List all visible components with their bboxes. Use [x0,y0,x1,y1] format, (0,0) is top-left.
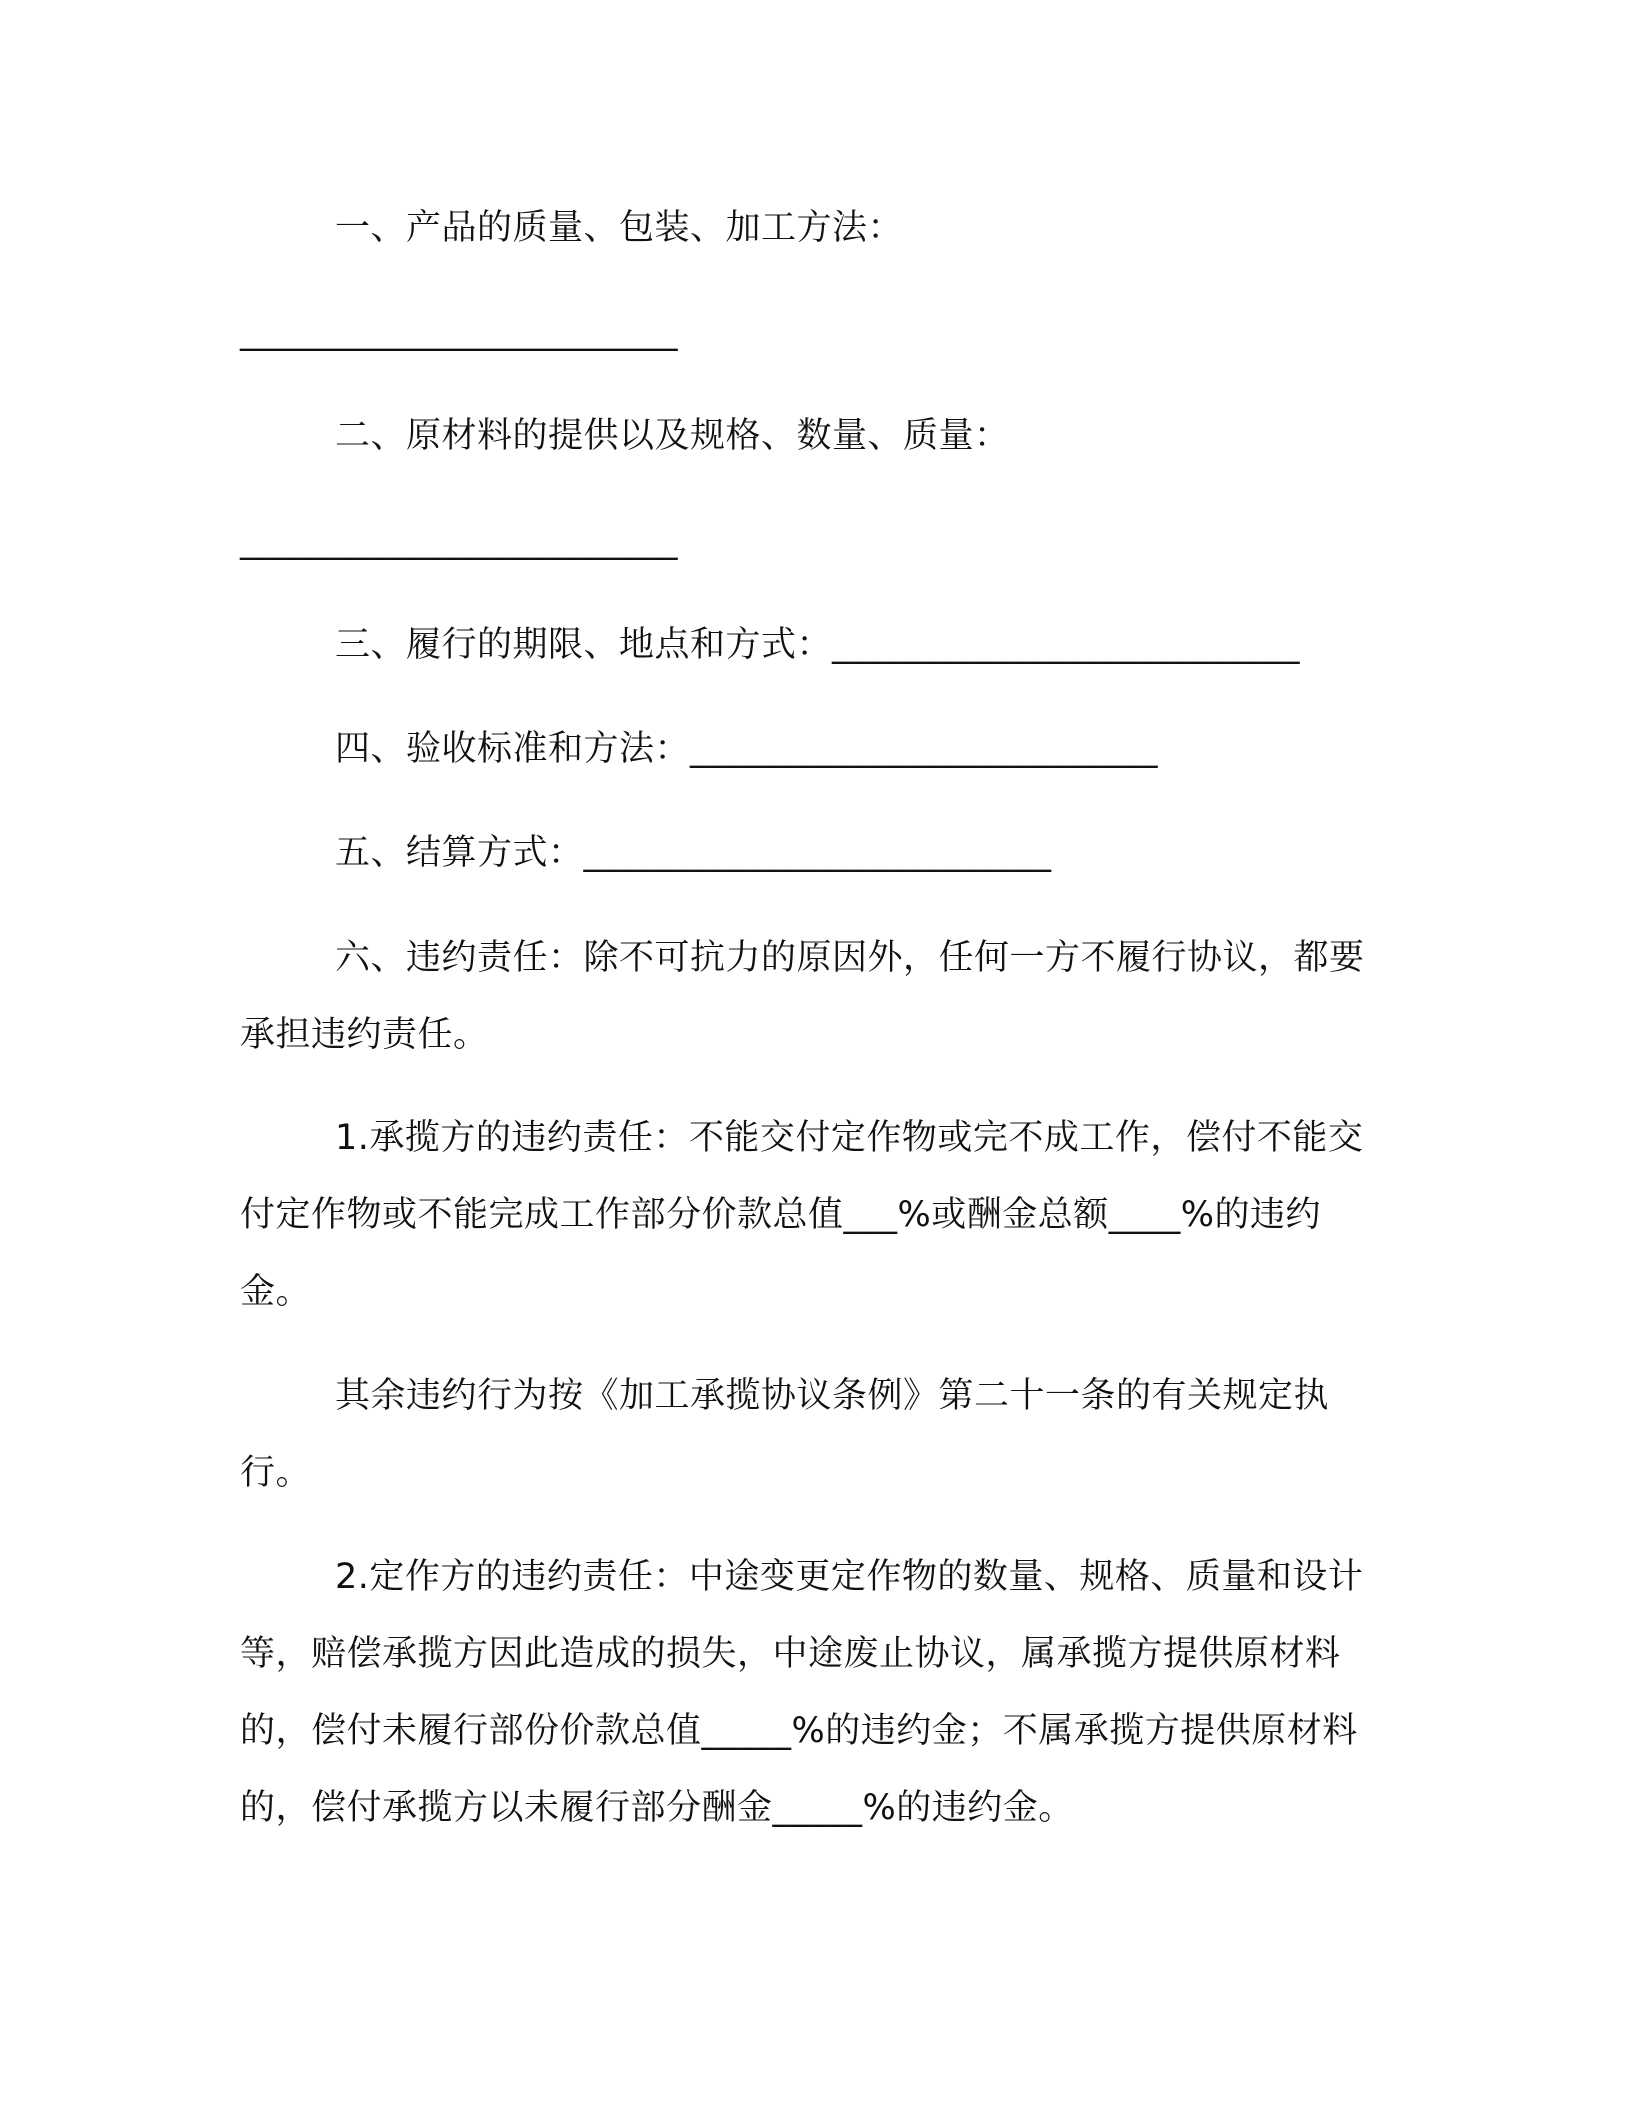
fill-in-blank-line: _________________________ [240,312,678,352]
clause-performance-terms: 三、履行的期限、地点和方式：__________________________ [335,625,1301,665]
document-body [240,190,1390,1847]
clause-acceptance-standards: 四、验收标准和方法：__________________________ [335,729,1159,769]
clause-breach-liability: 六、违约责任：除不可抗力的原因外，任何一方不履行协议，都要承担违约责任。 [240,938,1365,1055]
clause-contractor-liability: 1.承揽方的违约责任：不能交付定作物或完不成工作，偿付不能交付定作物或不能完成工作部分价款总值___%或酬金总额____%的违约金。 [240,1118,1364,1312]
clause-quality-packaging: 一、产品的质量、包装、加工方法： [335,208,904,248]
clause-ordering-party-liability: 2.定作方的违约责任：中途变更定作物的数量、规格、质量和设计等，赔偿承揽方因此造成的损失，中途废止协议，属承揽方提供原材料的，偿付未履行部份价款总值_____%的违约金；不属承揽方提供原材料的，偿付承揽方以未履行部分酬金_____%的违约金。 [240,1557,1364,1828]
clause-other-breaches: 其余违约行为按《加工承揽协议条例》第二十一条的有关规定执行。 [240,1376,1330,1493]
clause-raw-materials: 二、原材料的提供以及规格、数量、质量： [335,416,1010,456]
fill-in-blank-line: _________________________ [240,521,678,561]
clause-settlement-method: 五、结算方式：__________________________ [335,833,1052,873]
